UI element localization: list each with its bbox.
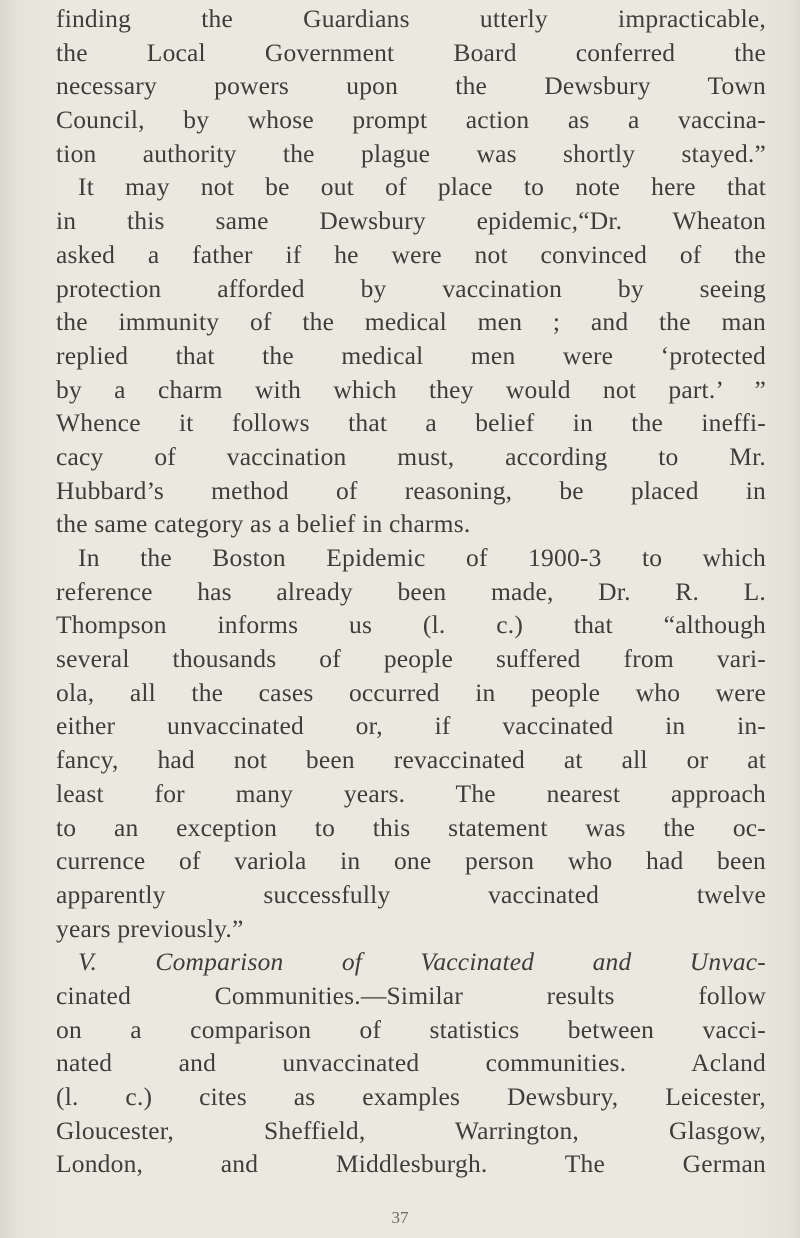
text-line: (l. c.) cites as examples Dewsbury, Leicester, <box>56 1082 766 1111</box>
text-line: cinated Communities.—Similar results follow <box>56 980 766 1010</box>
text-line: the immunity of the medical men ; and the man <box>56 307 766 337</box>
text-line: currence of variola in one person who had been <box>56 846 766 876</box>
text-line: ola, all the cases occurred in people who were <box>56 677 766 707</box>
text-line: reference has already been made, Dr. R. L. <box>56 576 766 606</box>
text-line: in this same Dewsbury epidemic,“Dr. Wheaton <box>56 206 766 236</box>
text-line: protection afforded by vaccination by seeing <box>56 273 766 303</box>
text-line: London, and Middlesburgh. The German <box>56 1149 766 1179</box>
text-line: the same category as a belief in charms. <box>56 509 471 539</box>
text-line: Council, by whose prompt action as a vaccina- <box>56 105 766 135</box>
text-line: necessary powers upon the Dewsbury Town <box>56 71 766 101</box>
text-line: asked a father if he were not convinced of the <box>56 239 766 269</box>
text-line: several thousands of people suffered from vari- <box>56 644 766 674</box>
text-line: least for many years. The nearest approach <box>56 778 766 808</box>
text-line: finding the Guardians utterly impracticable, <box>56 4 766 33</box>
text-line: on a comparison of statistics between vacci- <box>56 1014 766 1044</box>
text-line: apparently successfully vaccinated twelve <box>56 879 766 909</box>
text-line: fancy, had not been revaccinated at all or at <box>56 745 766 775</box>
text-line: Thompson informs us (l. c.) that “although <box>56 610 766 640</box>
text-line: cacy of vaccination must, according to Mr. <box>56 441 766 471</box>
text-line: tion authority the plague was shortly stayed.” <box>56 138 766 168</box>
text-line: years previously.” <box>56 913 244 943</box>
text-line: Gloucester, Sheffield, Warrington, Glasgow, <box>56 1115 766 1145</box>
text-line: the Local Government Board conferred the <box>56 37 766 67</box>
body-text <box>56 2 766 1181</box>
text-line: to an exception to this statement was the oc- <box>56 812 766 842</box>
text-line: Whence it follows that a belief in the ineffi- <box>56 408 766 438</box>
section-heading-line: V. Comparison of Vaccinated and Unvac- <box>78 947 766 977</box>
text-line: either unvaccinated or, if vaccinated in in- <box>56 711 766 741</box>
page-number: 37 <box>391 1208 409 1227</box>
text-line: by a charm with which they would not part.’ ” <box>56 374 766 404</box>
text-line: Hubbard’s method of reasoning, be placed in <box>56 475 766 505</box>
text-line: replied that the medical men were ‘protected <box>56 340 766 370</box>
text-line: nated and unvaccinated communities. Acland <box>56 1048 766 1078</box>
text-line: In the Boston Epidemic of 1900-3 to which <box>78 543 766 572</box>
text-line: It may not be out of place to note here that <box>78 172 766 202</box>
